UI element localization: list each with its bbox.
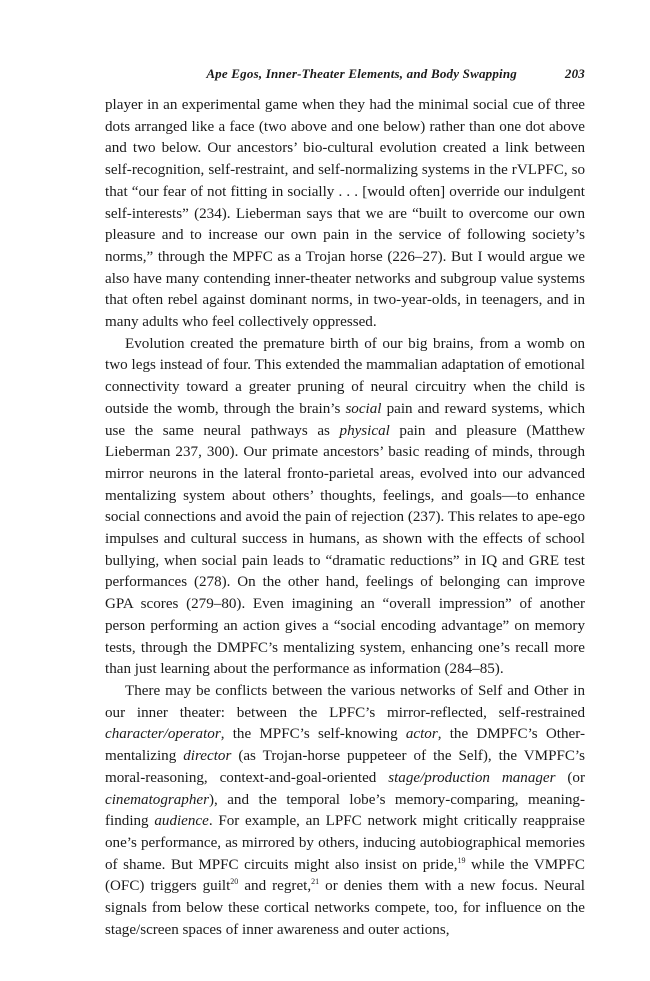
italic-term: stage/production manager xyxy=(388,769,556,786)
running-title: Ape Egos, Inner-Theater Elements, and Body Swapping xyxy=(206,66,517,81)
text-run: There may be conflicts between the various networks of Self and Other in our inner theater: between the LPFC’s mirror-reflected, self-restrained xyxy=(105,682,585,721)
text-run: , the MPFC’s self-knowing xyxy=(220,726,406,743)
text-run: pain and reward systems, which use the same neural pathways as xyxy=(105,400,585,439)
text-run: while the VMPFC (OFC) triggers guilt xyxy=(105,856,585,895)
text-run: or denies them with a new focus. Neural signals from below these cortical networks compete, too, for influence on the stage/screen spaces of inner awareness and outer actions, xyxy=(105,878,585,938)
book-page xyxy=(105,62,585,941)
text-run: player in an experimental game when they had the minimal social cue of three dots arranged like a face (two above and one below) rather than one dot above and two below. Our ancestors’ bio-cultural evolution created a link between self-recognition, self-restraint, and self-normalizing systems in the rVLPFC, so that “our fear of not fitting in socially . . . [would often] override our indulgent self-interests” (234). Lieberman says that we are “built to overcome our own pleasure and to increase our own pain in the service of following society’s norms,” through the MPFC as a Trojan horse (226–27). But I would argue we also have many contending inner-theater networks and subgroup value systems that often rebel against dominant norms, in two-year-olds, in teenagers, and in many adults who feel collectively oppressed. xyxy=(105,97,585,331)
italic-term: character/operator xyxy=(105,726,221,743)
text-run: Evolution created the premature birth of our big brains, from a womb on two legs instead of four. This extended the mammalian adaptation of emotional connectivity toward a greater pruning of neural circuitry when the child is outside the womb, through the brain’s xyxy=(105,335,585,417)
footnote-ref: 19 xyxy=(457,855,466,865)
paragraph xyxy=(105,334,585,681)
text-run: . For example, an LPFC network might critically reappraise one’s performance, as mirrored by others, inducing autobiographical memories of shame. But MPFC circuits might also insist on pride, xyxy=(105,813,586,873)
italic-term: social xyxy=(345,400,382,417)
footnote-ref: 20 xyxy=(230,877,239,887)
italic-term: physical xyxy=(339,422,390,439)
italic-term: audience xyxy=(154,813,209,830)
italic-term: cinematographer xyxy=(105,791,209,808)
text-run: pain and pleasure (Matthew Lieberman 237, 300). Our primate ancestors’ basic reading of minds, through mirror neurons in the lateral fronto-parietal areas, evolved into our advanced mentalizing system about others’ thoughts, feelings, and goals—to enhance social connections and avoid the pain of rejection (237). This relates to ape-ego impulses and cultural success in humans, as shown with the effects of school bullying, when social pain leads to “dramatic reductions” in IQ and GRE test performances (278). On the other hand, feelings of belonging can improve GPA scores (279–80). Even imagining an “overall impression” of another person performing an action gives a “social encoding advantage” on memory tests, through the DMPFC’s mentalizing system, enhancing one’s recall more than just learning about the performance as information (284–85). xyxy=(105,422,585,678)
italic-term: director xyxy=(183,748,232,765)
italic-term: actor xyxy=(405,726,438,743)
body-text xyxy=(105,95,585,941)
text-run: (as Trojan-horse puppeteer of the Self), the VMPFC’s moral-reasoning, context-and-goal-oriented xyxy=(105,748,586,786)
text-run: , the DMPFC’s Other-mentalizing xyxy=(105,726,585,765)
page-number: 203 xyxy=(564,66,585,81)
running-header xyxy=(105,62,585,84)
text-run: (or xyxy=(555,769,586,786)
paragraph xyxy=(105,95,585,334)
paragraph xyxy=(105,681,585,941)
text-run: and regret, xyxy=(238,878,312,895)
footnote-ref: 21 xyxy=(311,877,320,887)
text-run: ), and the temporal lobe’s memory-comparing, meaning-finding xyxy=(105,791,585,830)
